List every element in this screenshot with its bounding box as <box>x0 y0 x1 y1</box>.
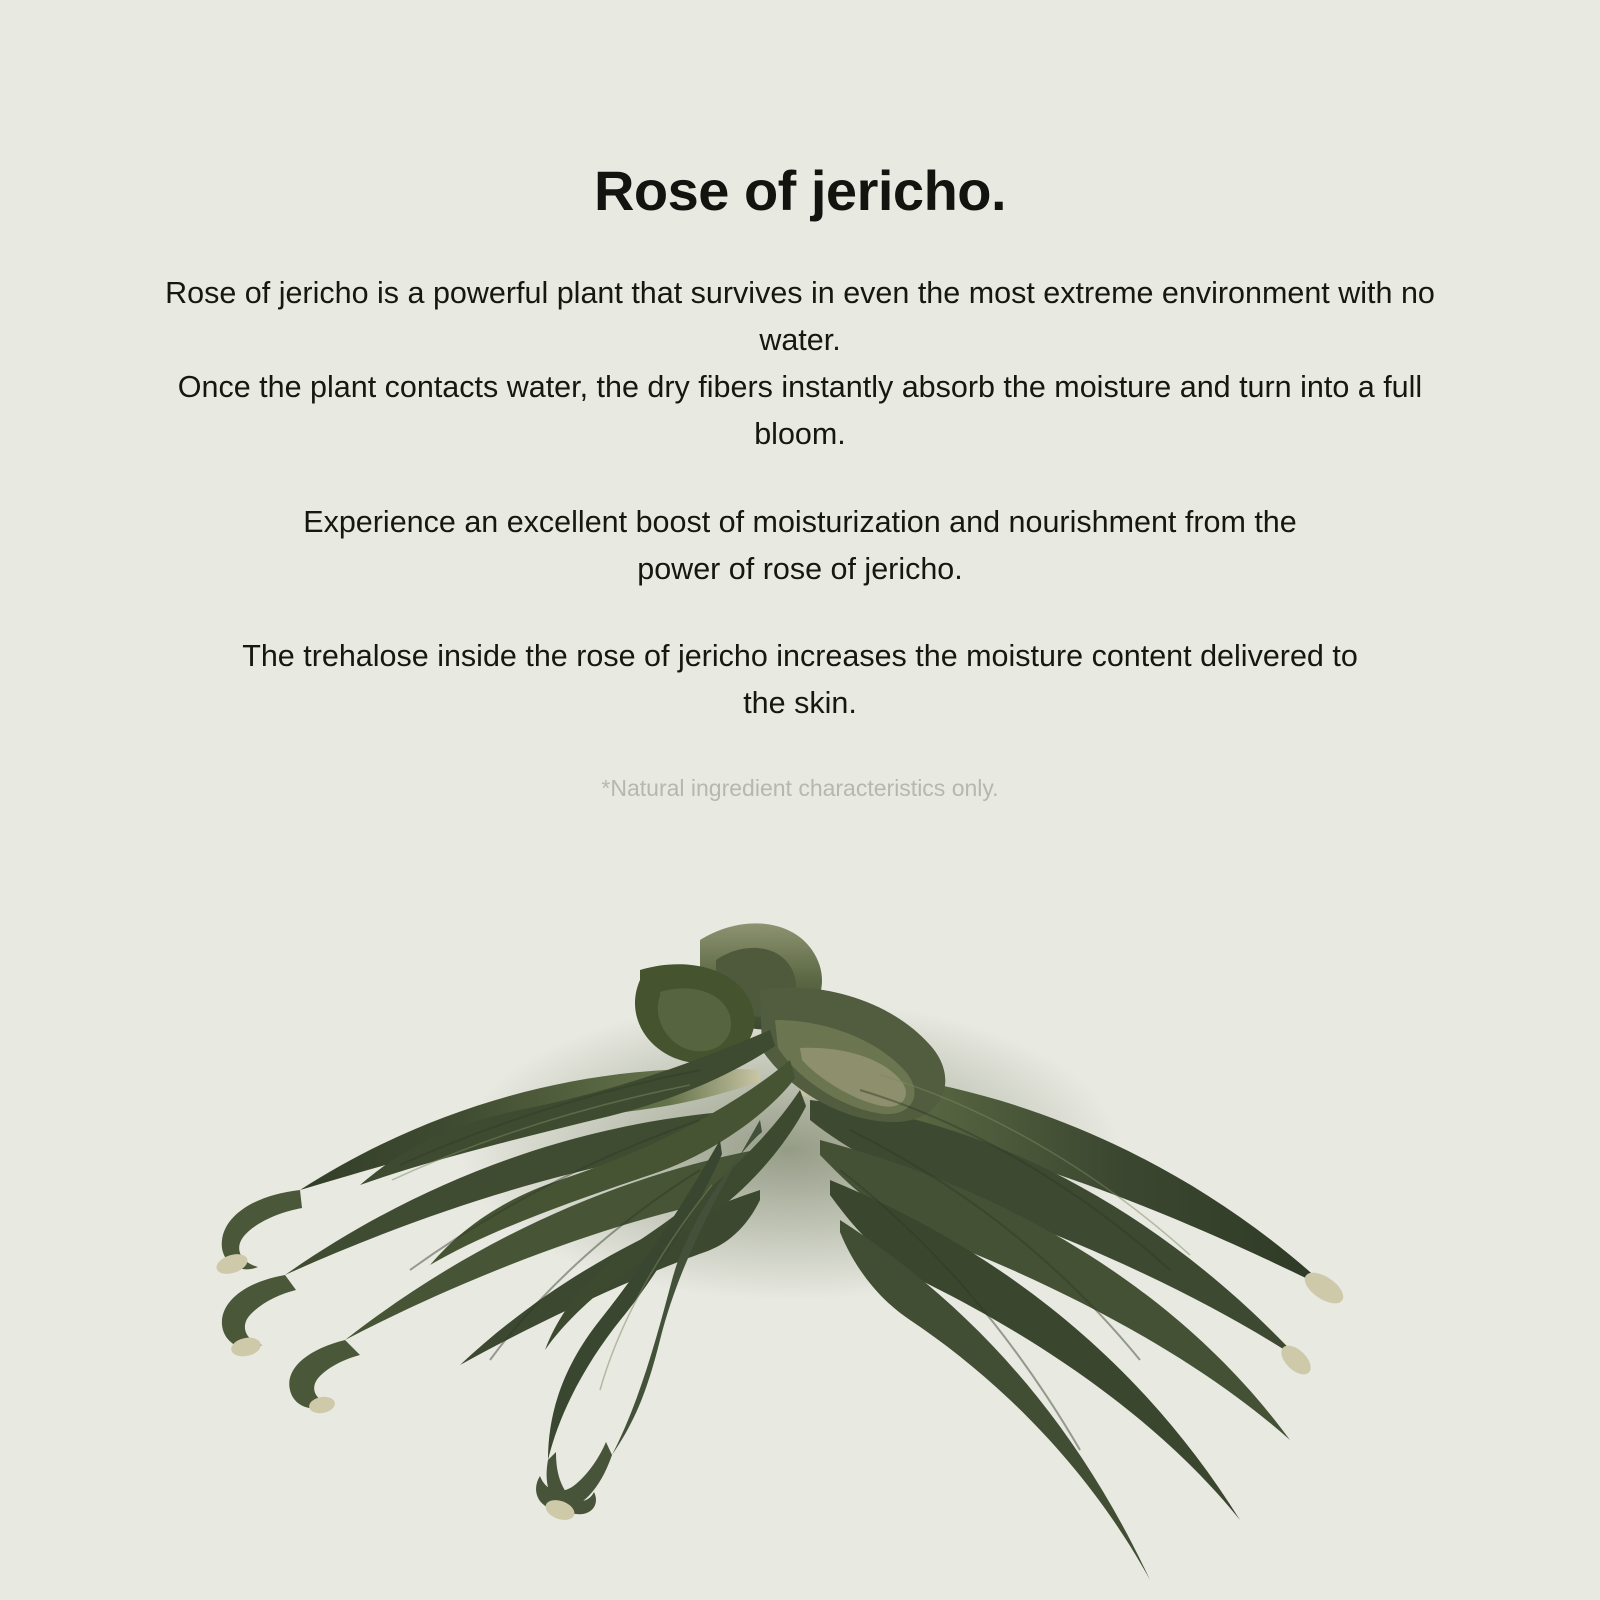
rose-of-jericho-plant-image <box>0 820 1600 1600</box>
description-paragraph-3: The trehalose inside the rose of jericho increases the moisture content delivered to the skin. <box>242 639 1358 721</box>
footnote-text: *Natural ingredient characteristics only. <box>601 774 999 801</box>
page-title: Rose of jericho. <box>593 159 1007 222</box>
plant-illustration <box>0 820 1600 1600</box>
description-paragraph-1: Rose of jericho is a powerful plant that survives in even the most extreme environment with no water. Once the plant contacts water, the dry fibers instantly absorb the moisture and turn into a full bloom. <box>165 275 1435 452</box>
description-paragraph-2: Experience an excellent boost of moisturization and nourishment from the power of rose of jericho. <box>303 504 1297 586</box>
